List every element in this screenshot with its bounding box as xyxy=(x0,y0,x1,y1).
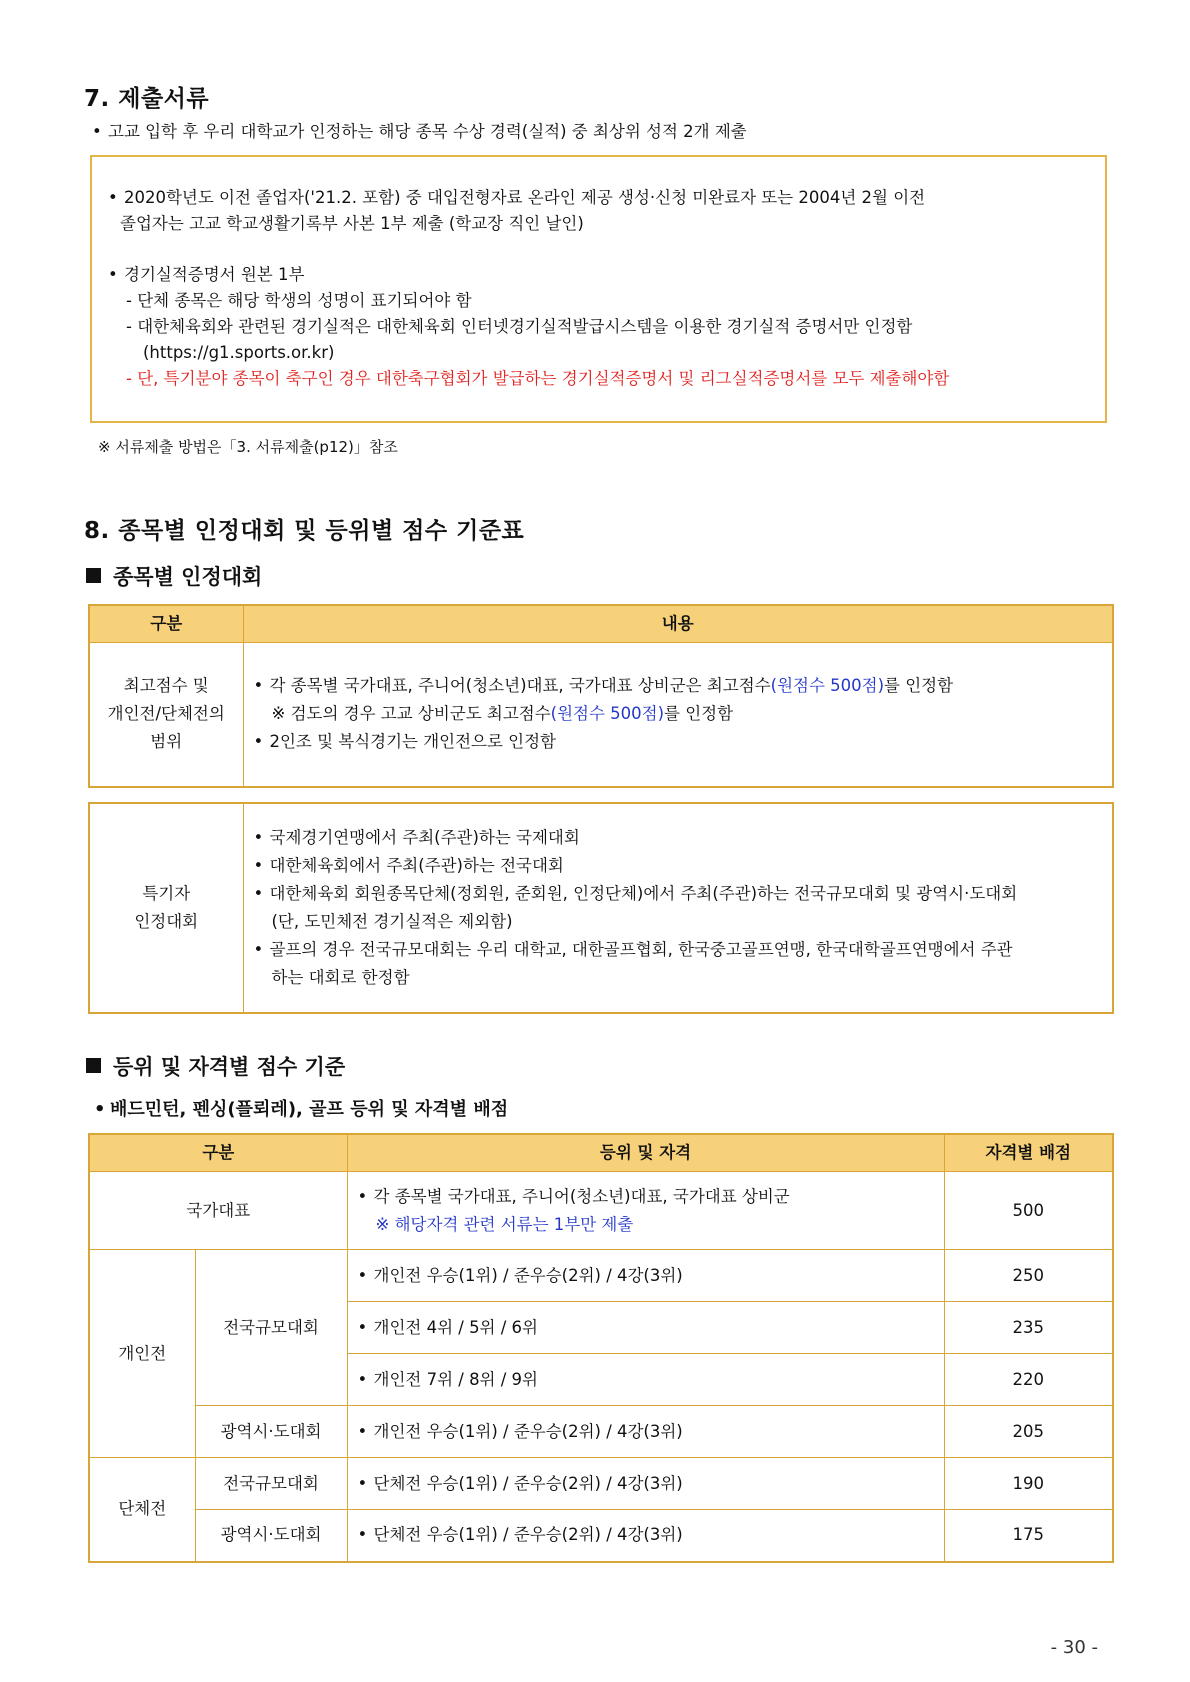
square-bullet-icon xyxy=(86,568,101,583)
score-row-score: 205 xyxy=(944,1406,1113,1458)
individual-label: 개인전 xyxy=(89,1250,195,1458)
box-sub2-url: (https://g1.sports.or.kr) xyxy=(143,343,335,362)
header-category: 구분 xyxy=(89,1134,347,1172)
box-sub2-line1: - 대한체육회와 관련된 경기실적은 대한체육회 인터넷경기실적발급시스템을 이용한 경기실적 증명서만 인정함 xyxy=(126,317,913,336)
submission-note: ※ 서류제출 방법은「3. 서류제출(p12)」참조 xyxy=(98,438,398,456)
section-7-title: 7. 제출서류 xyxy=(84,86,210,112)
score-row-rank: • 개인전 우승(1위) / 준우승(2위) / 4강(3위) xyxy=(347,1250,944,1302)
recognition-table xyxy=(88,604,1114,788)
max-score-line3: • 2인조 및 복식경기는 개인전으로 인정함 xyxy=(254,728,1105,756)
header-content: 내용 xyxy=(243,605,1113,643)
national-team-label: 국가대표 xyxy=(89,1172,347,1250)
national-scale-label: 전국규모대회 xyxy=(195,1250,347,1406)
header-rank: 등위 및 자격 xyxy=(347,1134,944,1172)
box-item1-line1: • 2020학년도 이전 졸업자('21.2. 포함) 중 대입전형자료 온라인 제공 생성·신청 미완료자 또는 2004년 2월 이전 xyxy=(108,184,925,211)
box-item1-line2: 졸업자는 고교 학교생활기록부 사본 1부 제출 (학교장 직인 날인) xyxy=(120,214,584,233)
box-sub1: - 단체 종목은 해당 학생의 성명이 표기되어야 함 xyxy=(126,291,472,310)
score-row-rank: • 단체전 우승(1위) / 준우승(2위) / 4강(3위) xyxy=(347,1458,944,1510)
score-row-rank: • 단체전 우승(1위) / 준우승(2위) / 4강(3위) xyxy=(347,1510,944,1562)
row-label-max-score: 최고점수 및 개인전/단체전의 범위 xyxy=(89,643,243,787)
score-row-score: 250 xyxy=(944,1250,1113,1302)
regional-label: 광역시·도대회 xyxy=(195,1406,347,1458)
national-team-score: 500 xyxy=(944,1172,1113,1250)
row-label-competitions: 특기자 인정대회 xyxy=(89,803,243,1013)
score-row-score: 175 xyxy=(944,1510,1113,1562)
score-row-rank: • 개인전 7위 / 8위 / 9위 xyxy=(347,1354,944,1406)
row-content-max-score xyxy=(243,643,1113,787)
table3-title: • 배드민턴, 펜싱(플뢰레), 골프 등위 및 자격별 배점 xyxy=(94,1096,508,1123)
row-content-competitions: • 국제경기연맹에서 주최(주관)하는 국제대회 • 대한체육회에서 주최(주관)하는 전국대회 • 대한체육회 회원종목단체(정회원, 준회원, 인정단체)에서 주최(주관)하는 전국규모대회 및 광역시·도대회 (단, 도민체전 경기실적은 제외함) • 골프의 경우 전국규모대회는 우리 대학교, 대한골프협회, 한국중고골프연맹, 한국대학골프연맹에서 주관 하는 대회로 한정함 xyxy=(243,803,1113,1013)
subsection-title-2: 등위 및 자격별 점수 기준 xyxy=(86,1051,345,1081)
team-label: 단체전 xyxy=(89,1458,195,1562)
max-score-line1: • 각 종목별 국가대표, 주니어(청소년)대표, 국가대표 상비군은 최고점수(원점수 500점)를 인정함 xyxy=(254,672,1105,700)
national-team-desc: • 각 종목별 국가대표, 주니어(청소년)대표, 국가대표 상비군 ※ 해당자격 관련 서류는 1부만 제출 xyxy=(347,1172,944,1250)
score-row-rank: • 개인전 우승(1위) / 준우승(2위) / 4강(3위) xyxy=(347,1406,944,1458)
box-sub3-warning: - 단, 특기분야 종목이 축구인 경우 대한축구협회가 발급하는 경기실적증명서 및 리그실적증명서를 모두 제출해야함 xyxy=(126,369,950,388)
score-row-score: 220 xyxy=(944,1354,1113,1406)
national-scale-label: 전국규모대회 xyxy=(195,1458,347,1510)
header-score: 자격별 배점 xyxy=(944,1134,1113,1172)
score-row-score: 235 xyxy=(944,1302,1113,1354)
score-row-score: 190 xyxy=(944,1458,1113,1510)
square-bullet-icon xyxy=(86,1058,101,1073)
page-number: - 30 - xyxy=(1050,1637,1098,1658)
score-table xyxy=(88,1133,1114,1563)
regional-label: 광역시·도대회 xyxy=(195,1510,347,1562)
section-7-intro: • 고교 입학 후 우리 대학교가 인정하는 해당 종목 수상 경력(실적) 중 최상위 성적 2개 제출 xyxy=(92,118,747,145)
section-8-title: 8. 종목별 인정대회 및 등위별 점수 기준표 xyxy=(84,518,525,544)
score-row-rank: • 개인전 4위 / 5위 / 6위 xyxy=(347,1302,944,1354)
recognized-competitions-table xyxy=(88,802,1114,1014)
subsection-title: 종목별 인정대회 xyxy=(86,561,262,591)
max-score-line2: ※ 검도의 경우 고교 상비군도 최고점수(원점수 500점)를 인정함 xyxy=(271,704,734,724)
box-item2: • 경기실적증명서 원본 1부 xyxy=(108,261,304,288)
header-category: 구분 xyxy=(89,605,243,643)
